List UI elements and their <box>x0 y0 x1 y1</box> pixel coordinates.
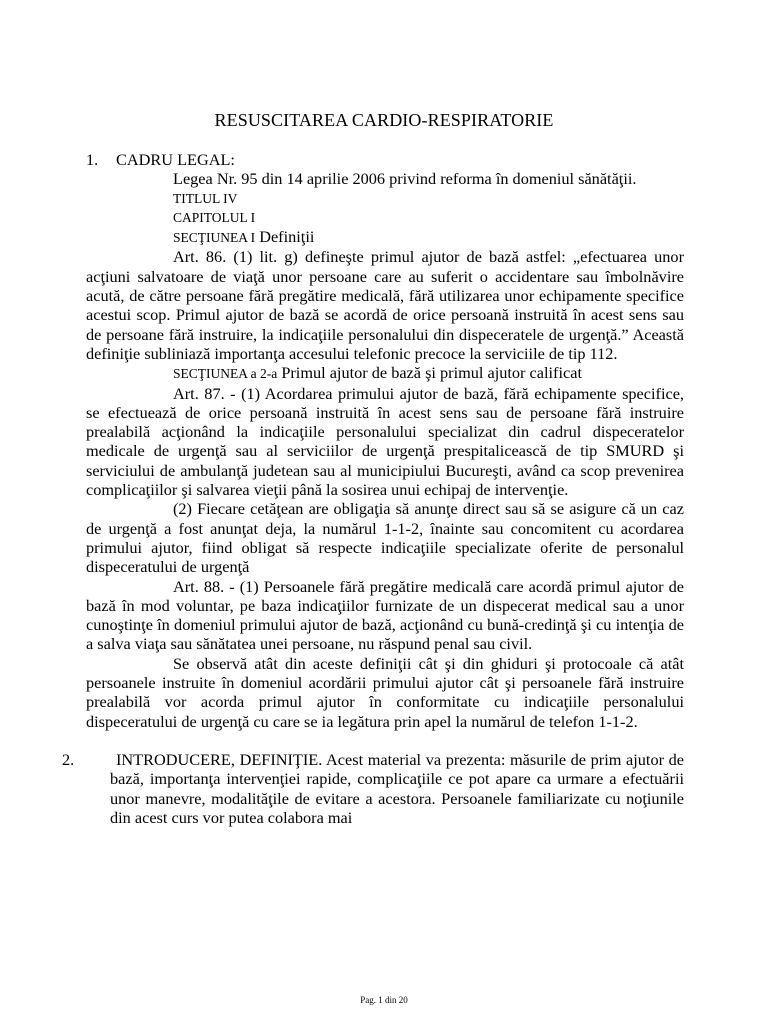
section-1-title: CADRU LEGAL: <box>116 150 235 169</box>
section-2-paragraph <box>62 749 685 827</box>
document-title: RESUSCITAREA CARDIO-RESPIRATORIE <box>214 110 554 130</box>
art-87-paragraph: Art. 87. - (1) Acordarea primului ajutor de bază, fără echipamente specifice, se efectuează de orice persoană instruită în acest sens sau de persoane fără instruire prealabilă acţionând la indicaţiile personalului specializat din cadrul dispeceratelor medicale de urgenţă sau al serviciilor de urgenţă prespitalicească de tip SMURD şi serviciului de ambulanţă judetean sau al municipiului Bucureşti, având ca scop prevenirea complicaţiilor şi salvarea vieţii până la sosirea unui echipaj de intervenţie. <box>86 383 684 500</box>
sectiunea-2-label: SECŢIUNEA a 2-a <box>173 366 278 382</box>
sectiunea-2-name: Primul ajutor de bază şi primul ajutor calificat <box>281 363 582 383</box>
sectiunea-2-line <box>86 363 684 383</box>
section-1-number: 1. <box>86 150 99 169</box>
page-footer: Pag. 1 din 20 <box>360 995 408 1005</box>
capitolul-label: CAPITOLUL I <box>173 209 256 225</box>
law-reference: Legea Nr. 95 din 14 aprilie 2006 privind reforma în domeniul sănătăţii. <box>173 169 637 189</box>
section-2-number: 2. <box>62 749 75 769</box>
document-body <box>62 150 685 827</box>
section-2-text: Acest material va prezenta: măsurile de prim ajutor de bază, importanţa intervenţiei rapide, complicaţiile ce pot apare ca urmare a efectuării unor manevre, modalităţile de evitare a acestora. Persoanele familiarizate cu noţiunile din acest curs vor putea colabora mai <box>110 749 685 827</box>
section-2-title: INTRODUCERE, DEFINIŢIE. <box>116 749 323 769</box>
sectiunea-1-label: SECŢIUNEA I <box>173 230 256 246</box>
section-1-heading <box>86 150 684 169</box>
sectiunea-1-name: Definiţii <box>259 227 315 247</box>
art-87-2-paragraph: (2) Fiecare cetăţean are obligaţia să anunţe direct sau să se asigure că un caz de urgenţă a fost anunţat deja, la numărul 1-1-2, înainte sau concomitent cu acordarea primului ajutor, fiind obligat să respecte indicaţiile specializate oferite de personalul dispeceratului de urgenţă <box>86 499 684 577</box>
titlul-label: TITLUL IV <box>173 190 238 206</box>
observation-paragraph: Se observă atât din aceste definiţii cât şi din ghiduri şi protocoale că atât persoanele instruite în domeniul acordării primului ajutor cât şi persoanele fără instruire prealabilă vor acorda primul ajutor în conformitate cu indicaţiile personalului dispeceratului de urgenţă cu care se ia legătura prin apel la numărul de telefon 1-1-2. <box>86 653 684 731</box>
sectiunea-1-line <box>86 227 684 247</box>
art-86-paragraph: Art. 86. (1) lit. g) defineşte primul ajutor de bază astfel: „efectuarea unor acţiuni salvatoare de viaţă unor persoane care au suferit o accidentare sau îmbolnăvire acută, de către persoane fără pregătire medicală, fără utilizarea unor echipamente specifice acestui scop. Primul ajutor de bază se acordă de orice persoană instruită în acest sens sau de persoane fără instruire, la indicaţiile personalului din dispeceratele de urgenţă.” Această definiţie subliniază importanţa accesului telefonic precoce la serviciile de tip 112. <box>86 247 684 363</box>
art-88-paragraph: Art. 88. - (1) Persoanele fără pregătire medicală care acordă primul ajutor de bază în mod voluntar, pe baza indicaţiilor furnizate de un dispecerat medical sau a unor cunoştinţe în domeniul primului ajutor de bază, acţionând cu bună-credinţă şi cu intenţia de a salva viaţa sau sănătatea unei persoane, nu răspund penal sau civil. <box>86 576 684 654</box>
spacer <box>86 731 684 750</box>
